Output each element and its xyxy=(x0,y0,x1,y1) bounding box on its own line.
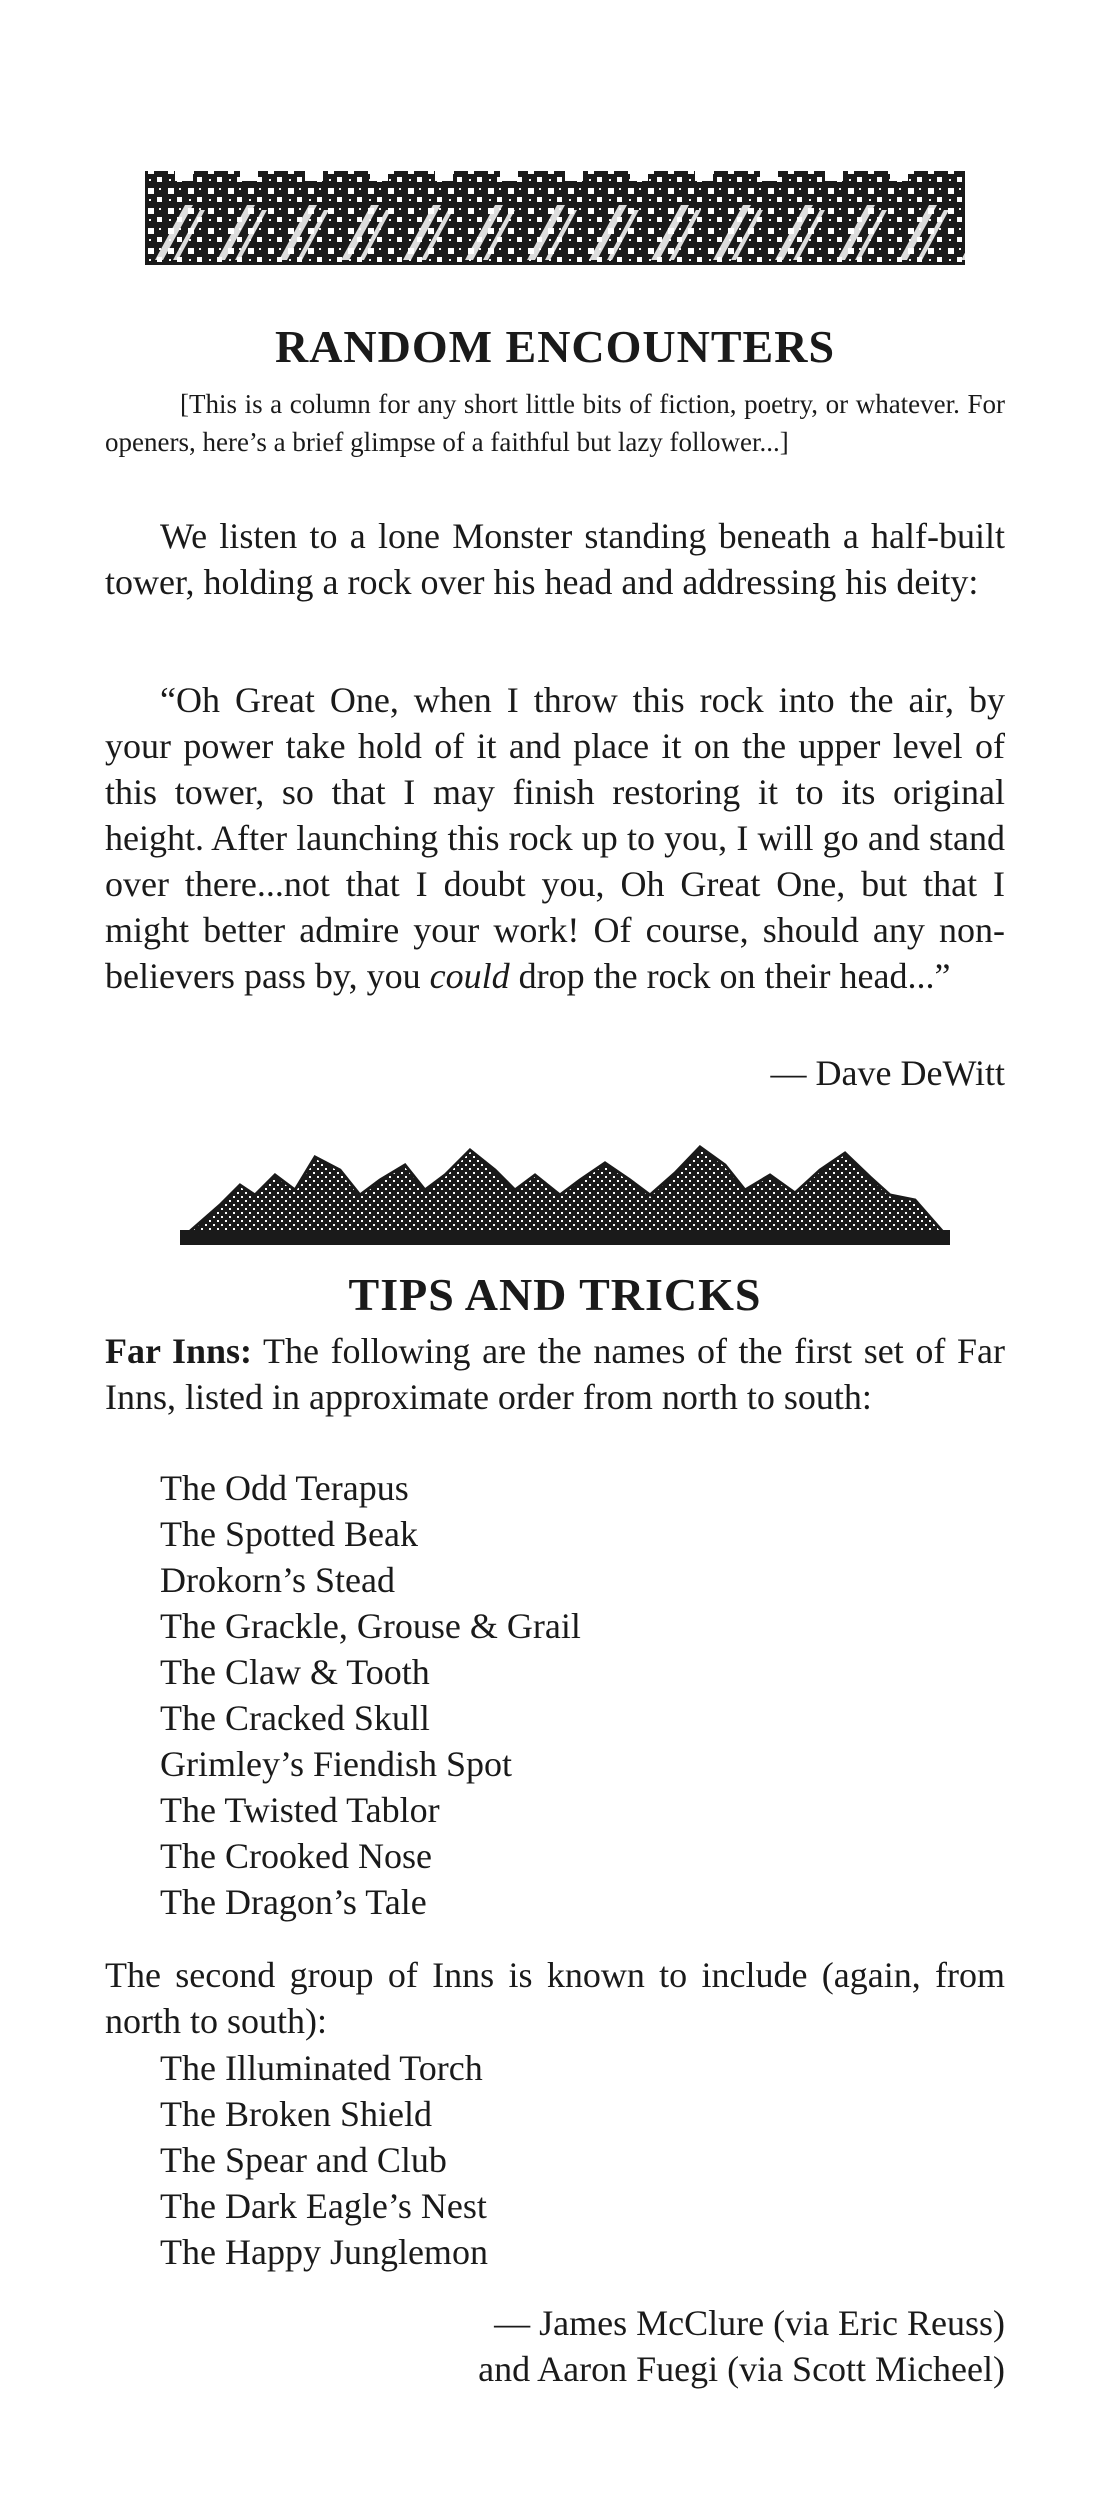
second-inns-list xyxy=(160,2045,488,2275)
random-encounters-attribution: — Dave DeWitt xyxy=(770,1053,1005,1093)
list-item: Drokorn’s Stead xyxy=(160,1560,395,1600)
checkered-banner-icon xyxy=(145,165,965,265)
tips-attribution-line-1: — James McClure (via Eric Reuss) xyxy=(494,2303,1005,2343)
second-inns-intro: The second group of Inns is known to include (again, from north to south): xyxy=(105,1955,1005,2041)
list-item: The Dragon’s Tale xyxy=(160,1882,427,1922)
story-paragraph-2-end: drop the rock on their head...” xyxy=(509,956,951,996)
far-inns-intro-text: The following are the names of the first set of Far Inns, listed in approximate order from north to south: xyxy=(105,1331,1005,1417)
far-inns-intro xyxy=(105,1328,1005,1420)
tips-and-tricks-title: TIPS AND TRICKS xyxy=(348,1269,762,1320)
list-item: The Spear and Club xyxy=(160,2140,447,2180)
list-item: The Crooked Nose xyxy=(160,1836,432,1876)
mountain-range-icon xyxy=(180,1135,950,1245)
story-paragraph-1: We listen to a lone Monster standing beneath a half-built tower, holding a rock over his head and addressing his deity: xyxy=(105,516,1005,602)
list-item: The Twisted Tablor xyxy=(160,1790,440,1830)
list-item: The Cracked Skull xyxy=(160,1698,430,1738)
list-item: The Grackle, Grouse & Grail xyxy=(160,1606,581,1646)
first-inns-list xyxy=(160,1465,581,1925)
list-item: The Illuminated Torch xyxy=(160,2048,483,2088)
list-item: The Dark Eagle’s Nest xyxy=(160,2186,487,2226)
list-item: The Happy Junglemon xyxy=(160,2232,488,2272)
list-item: The Claw & Tooth xyxy=(160,1652,430,1692)
far-inns-label: Far Inns: xyxy=(105,1331,252,1371)
list-item: The Spotted Beak xyxy=(160,1514,418,1554)
story-paragraph-2 xyxy=(105,677,1005,999)
story-emphasis: could xyxy=(429,956,510,996)
editor-note: [This is a column for any short little bits of fiction, poetry, or whatever. For openers, here’s a brief glimpse of a faithful but lazy follower...] xyxy=(105,389,1005,457)
list-item: Grimley’s Fiendish Spot xyxy=(160,1744,513,1784)
list-item: The Odd Terapus xyxy=(160,1468,409,1508)
story-paragraph-2-main: “Oh Great One, when I throw this rock into the air, by your power take hold of it and place it on the upper level of this tower, so that I may finish restoring it to its original height. After launching this rock up to you, I will go and stand over there...not that I doubt you, Oh Great One, but that I might better admire your work! Of course, should any non-believers pass by, you xyxy=(105,680,1005,996)
random-encounters-title: RANDOM ENCOUNTERS xyxy=(274,321,836,372)
tips-attribution-line-2: and Aaron Fuegi (via Scott Micheel) xyxy=(478,2349,1005,2389)
list-item: The Broken Shield xyxy=(160,2094,432,2134)
